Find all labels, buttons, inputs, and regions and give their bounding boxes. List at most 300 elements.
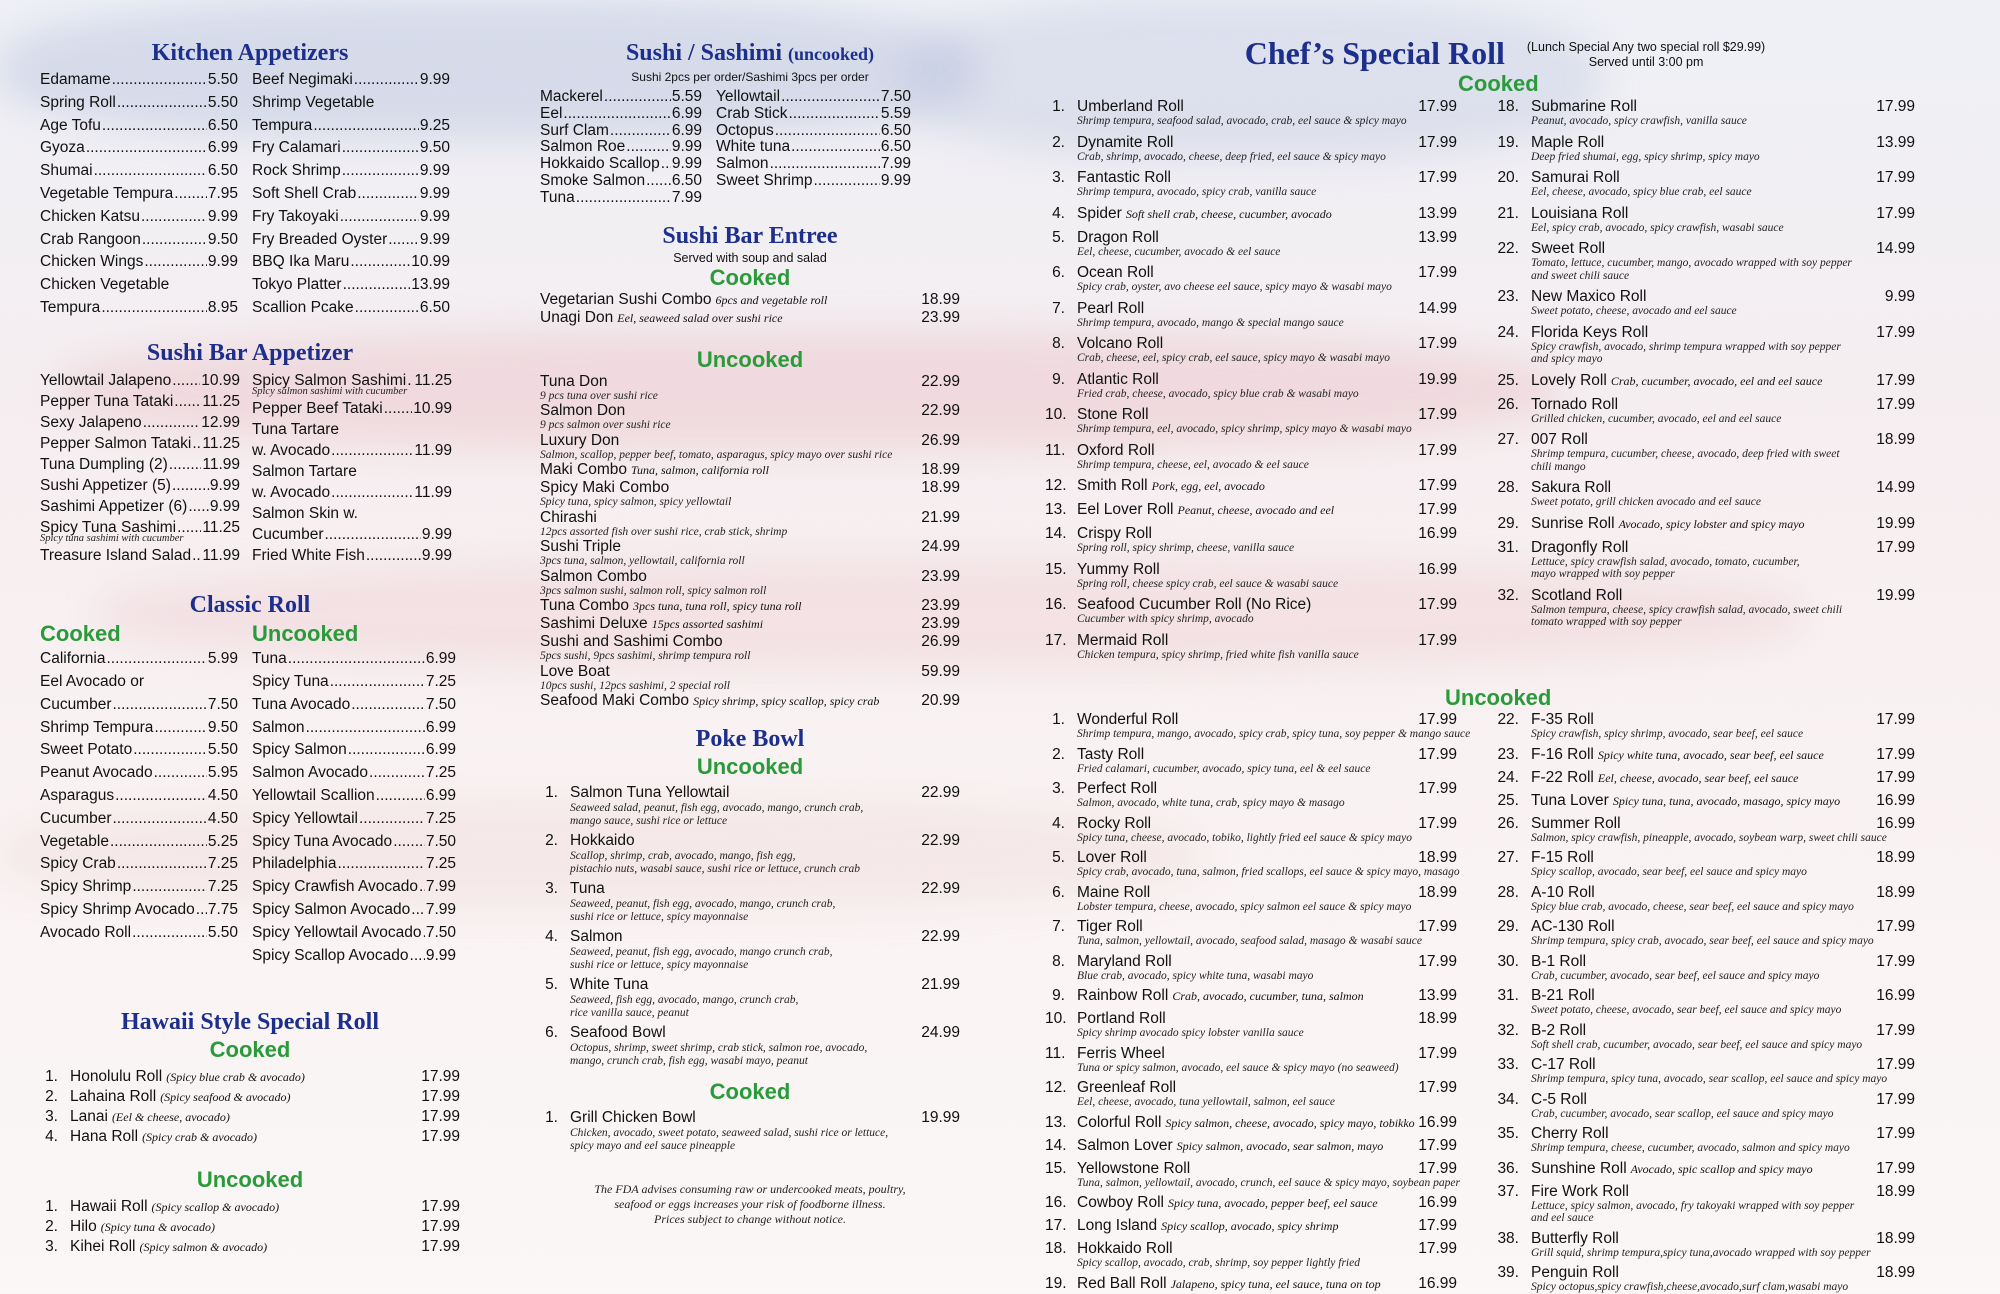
- item-line: [1045, 1079, 1457, 1096]
- menu-item: [1045, 1275, 1457, 1293]
- dot-leader: [791, 139, 880, 156]
- dot-leader: [407, 370, 413, 391]
- dot-leader: [106, 648, 206, 671]
- item-description: sushi rice or lettuce, spicy mayonnaise: [570, 958, 749, 971]
- item-name: Tasty Roll: [1077, 745, 1145, 763]
- item-description: Spicy blue crab, avocado, cheese, sear beef, eel sauce and spicy mayo: [1531, 900, 1854, 913]
- item-name: Sashimi Deluxe: [540, 615, 648, 633]
- item-price: 17.99: [421, 1218, 460, 1236]
- menu-item: [540, 784, 960, 827]
- item-inline-description: Spicy white tuna, avocado, sear beef, eel sauce: [1597, 747, 1824, 762]
- item-description: Spicy crab, oyster, avo cheese eel sauce, spicy mayo & wasabi mayo: [1077, 281, 1392, 293]
- item-description: Shrimp tempura, avocado, spicy crab, vanilla sauce: [1077, 186, 1317, 198]
- menu-item: [252, 945, 456, 968]
- item-price: 17.99: [1876, 768, 1915, 786]
- item-number: 39.: [1497, 1264, 1519, 1281]
- item-name: Butterfly Roll: [1531, 1229, 1619, 1247]
- item-name: Yummy Roll: [1077, 560, 1160, 578]
- item-price: 5.50: [207, 741, 238, 759]
- item-name: Sushi Triple: [540, 538, 621, 556]
- dot-leader: [115, 785, 207, 808]
- menu-item: [540, 89, 702, 106]
- item-description: Chicken tempura, spicy shrimp, fried white fish vanilla sauce: [1077, 648, 1359, 661]
- item-price: 26.99: [921, 431, 960, 449]
- item-line: [1495, 953, 1915, 970]
- item-price: 17.99: [1418, 596, 1457, 613]
- dot-leader: [196, 899, 207, 922]
- item-name: Stone Roll: [1077, 406, 1149, 423]
- dot-leader: [141, 206, 207, 229]
- item-name: Tokyo Platter: [252, 276, 342, 294]
- item-price: 9.99: [425, 946, 456, 964]
- item-price: 14.99: [1876, 479, 1915, 496]
- item-name: F-16 Roll: [1531, 745, 1594, 763]
- item-line: [1045, 1010, 1457, 1027]
- item-description: Seaweed, peanut, fish egg, avocado, mango crunch crab,: [570, 946, 833, 959]
- item-price: 7.95: [207, 184, 238, 202]
- item-line: [1495, 169, 1915, 186]
- menu-item: [540, 1109, 960, 1152]
- item-number: 1.: [545, 1109, 558, 1127]
- item-price: 9.50: [207, 718, 238, 736]
- item-price: 16.99: [1876, 814, 1915, 832]
- menu-item: [40, 475, 240, 496]
- menu-item: [1495, 769, 1915, 787]
- item-name: Tuna: [252, 650, 287, 668]
- menu-item: [540, 123, 702, 140]
- item-number: 17.: [1045, 1217, 1067, 1234]
- menu-item: [1495, 1125, 1915, 1155]
- chefs-uncooked-label: Uncooked: [1445, 685, 1552, 710]
- item-number: 12.: [1045, 1079, 1067, 1096]
- item-description: Tuna or spicy salmon, avocado, eel sauce & spicy mayo (no seaweed): [1077, 1061, 1399, 1074]
- item-number: 20.: [1497, 169, 1519, 186]
- item-price: 17.99: [1418, 1079, 1457, 1096]
- menu-item: [1495, 587, 1915, 629]
- item-name: Spider: [1077, 204, 1122, 222]
- sushi-sashimi-left: [540, 89, 702, 207]
- menu-item: [1045, 1114, 1457, 1132]
- item-price: 4.50: [207, 787, 238, 805]
- item-name: New Maxico Roll: [1531, 288, 1647, 305]
- item-number: 15.: [1045, 1159, 1067, 1177]
- item-description: Tuna, salmon, yellowtail, avocado, crunch, eel sauce & spicy mayo, soybean paper: [1077, 1176, 1460, 1189]
- poke-bowl-title: Poke Bowl: [695, 726, 805, 753]
- item-name: Fire Work Roll: [1531, 1182, 1629, 1200]
- dot-leader: [331, 482, 413, 503]
- item-inline-description: Eel, cheese, avocado, sear beef, eel sauce: [1597, 770, 1799, 785]
- entree-uncooked-list: [540, 373, 960, 711]
- item-price: 7.50: [425, 695, 456, 713]
- dot-leader: [172, 370, 200, 391]
- menu-item: [40, 853, 238, 876]
- item-inline-description: Eel, seaweed salad over sushi rice: [617, 310, 783, 325]
- sushi-bar-appetizer-left: [40, 370, 240, 567]
- item-number: 11.: [1045, 1044, 1066, 1062]
- item-inline-description: (Spicy blue crab & avocado): [166, 1070, 305, 1085]
- item-inline-description: (Spicy tuna & avocado): [100, 1220, 216, 1235]
- item-line: [1495, 240, 1915, 257]
- item-number: 1.: [45, 1068, 58, 1086]
- item-price: 9.50: [419, 139, 450, 157]
- dot-leader: [101, 297, 207, 320]
- menu-item: [1045, 561, 1457, 591]
- item-price: 18.99: [1876, 883, 1915, 901]
- dot-leader: [626, 139, 671, 156]
- menu-item: [40, 545, 240, 566]
- item-number: 2.: [45, 1218, 58, 1236]
- menu-item: [40, 808, 238, 831]
- item-name: w. Avocado: [252, 484, 331, 502]
- item-price: 7.50: [425, 832, 456, 850]
- item-price: 7.75: [207, 901, 238, 919]
- menu-item: [1045, 746, 1457, 776]
- menu-item: [540, 309, 960, 327]
- item-name: F-35 Roll: [1531, 711, 1594, 728]
- item-description: Tuna, salmon, yellowtail, avocado, seafood salad, masago & wasabi sauce: [1077, 935, 1422, 947]
- dot-leader: [351, 694, 425, 717]
- item-line: [540, 479, 960, 496]
- item-line: [1495, 1230, 1915, 1247]
- dot-leader: [646, 173, 671, 190]
- item-number: 6.: [1052, 883, 1065, 901]
- dot-leader: [192, 545, 201, 566]
- item-description: Crab, cucumber, avocado, sear scallop, eel sauce and spicy mayo: [1531, 1107, 1834, 1120]
- item-number: 3.: [1052, 169, 1065, 186]
- item-price: 17.99: [1418, 1159, 1457, 1177]
- item-number: 28.: [1497, 479, 1519, 496]
- item-number: 2.: [45, 1088, 58, 1106]
- item-line: [1495, 587, 1915, 604]
- item-line: [1045, 746, 1457, 763]
- menu-item: [252, 419, 452, 440]
- dot-leader: [154, 717, 206, 740]
- item-price: 17.99: [1876, 745, 1915, 763]
- item-price: 22.99: [921, 880, 960, 898]
- lunch-special-line2: Served until 3:00 pm: [1588, 55, 1704, 69]
- item-line: [1495, 396, 1915, 413]
- menu-item: [1045, 501, 1457, 519]
- menu-item: [1495, 169, 1915, 199]
- item-inline-description: Soft shell crab, cheese, cucumber, avocado: [1125, 206, 1332, 221]
- menu-item: [540, 479, 960, 509]
- item-inline-description: (Spicy salmon & avocado): [139, 1240, 268, 1255]
- menu-item: [40, 92, 238, 115]
- menu-item: [252, 274, 450, 297]
- item-line: [1495, 205, 1915, 222]
- item-description: Spicy tuna sashimi with cucumber: [40, 532, 184, 544]
- dot-leader: [610, 123, 671, 140]
- item-description: Shrimp tempura, cheese, eel, avocado & eel sauce: [1077, 458, 1309, 471]
- item-number: 35.: [1497, 1125, 1519, 1142]
- item-name: Salmon Avocado: [252, 764, 369, 782]
- item-price: 6.50: [880, 138, 911, 156]
- menu-item: [40, 229, 238, 252]
- menu-item: [40, 694, 238, 717]
- item-number: 10.: [1045, 406, 1067, 423]
- menu-item: [40, 1197, 460, 1217]
- item-name: Lanai: [70, 1108, 108, 1126]
- item-name: Gyoza: [40, 139, 85, 157]
- menu-item: [40, 1067, 460, 1087]
- sushi-sashimi-subtitle: Sushi 2pcs per order/Sashimi 3pcs per order: [631, 70, 869, 84]
- item-description: Spicy scallop, avocado, crab, shrimp, soy pepper lightly fried: [1077, 1257, 1360, 1269]
- item-name: Cucumber: [40, 695, 112, 713]
- item-line: [40, 1107, 460, 1127]
- item-line: [1495, 134, 1915, 151]
- item-price: 7.25: [425, 673, 456, 691]
- item-name: Yellowtail Scallion: [252, 787, 375, 805]
- item-number: 1.: [545, 784, 558, 802]
- notice-line: seafood or eggs increases your risk of foodborne illness.: [614, 1197, 886, 1212]
- item-name: Cucumber: [40, 809, 112, 827]
- item-line: [540, 432, 960, 449]
- item-price: 17.99: [1418, 264, 1457, 281]
- item-price: 9.99: [207, 207, 238, 225]
- item-price: 17.99: [1418, 631, 1457, 649]
- item-number: 6.: [1052, 264, 1065, 281]
- item-price: 7.99: [425, 878, 456, 896]
- item-line: [1045, 501, 1457, 519]
- menu-item: [716, 89, 911, 106]
- item-description: Seaweed, fish egg, avocado, mango, crunch crab,: [570, 994, 799, 1007]
- item-name: Sweet Roll: [1531, 240, 1606, 257]
- item-name: Shrimp Tempura: [40, 718, 154, 736]
- menu-item: [40, 717, 238, 740]
- item-description: Spicy crawfish, avocado, shrimp tempura wrapped with soy pepper: [1531, 340, 1841, 353]
- item-line: [1045, 849, 1457, 866]
- item-number: 18.: [1045, 1240, 1067, 1257]
- item-name: Smoke Salmon: [540, 171, 646, 189]
- item-price: 23.99: [921, 615, 960, 633]
- item-line: [1045, 953, 1457, 970]
- item-price: 17.99: [1418, 814, 1457, 832]
- item-name: Scotland Roll: [1531, 586, 1623, 604]
- item-price: 11.25: [414, 371, 452, 389]
- item-price: 23.99: [921, 308, 960, 326]
- menu-item: [1495, 918, 1915, 948]
- dot-leader: [172, 475, 209, 496]
- item-description: Seaweed salad, peanut, fish egg, avocado, mango, crunch crab,: [570, 802, 864, 815]
- menu-item: [40, 433, 240, 454]
- item-number: 22.: [1497, 711, 1519, 728]
- menu-item: [40, 274, 238, 297]
- item-inline-description: Avocado, spic scallop and spicy mayo: [1630, 1161, 1813, 1176]
- item-price: 17.99: [1876, 952, 1915, 970]
- item-price: 17.99: [421, 1068, 460, 1086]
- menu-item: [40, 1237, 460, 1257]
- column-left: [40, 38, 460, 1257]
- menu-item: [540, 156, 702, 173]
- item-price: 17.99: [1876, 1056, 1915, 1073]
- item-description: mayo wrapped with soy pepper: [1531, 568, 1675, 580]
- item-price: 17.99: [1876, 918, 1915, 935]
- item-description: rice vanilla sauce, peanut: [570, 1006, 689, 1019]
- item-price: 11.99: [202, 547, 240, 565]
- item-line: [540, 402, 960, 419]
- item-line: [540, 291, 960, 309]
- item-number: 1.: [1052, 711, 1065, 728]
- item-name: Chicken Vegetable: [40, 276, 170, 294]
- item-price: 11.25: [202, 518, 240, 536]
- menu-item: [1045, 780, 1457, 810]
- item-description: Scallop, shrimp, crab, avocado, mango, fish egg,: [570, 850, 796, 863]
- menu-item: [1045, 1194, 1457, 1212]
- menu-item: [40, 1217, 460, 1237]
- item-name: Rainbow Roll: [1077, 987, 1169, 1004]
- poke-cooked-list: [540, 1109, 960, 1152]
- item-name: Oxford Roll: [1077, 441, 1155, 459]
- item-price: 14.99: [1876, 240, 1915, 257]
- menu-item: [1495, 324, 1915, 366]
- item-description: Sweet potato, grill chicken avocado and eel sauce: [1531, 496, 1761, 508]
- item-line: [1045, 1275, 1457, 1293]
- item-number: 7.: [1052, 918, 1065, 935]
- item-name: Hokkaido: [570, 832, 635, 850]
- item-number: 29.: [1497, 514, 1519, 532]
- item-description: Spicy octopus,spicy crawfish,cheese,avocado,surf clam,wasabi mayo: [1531, 1281, 1849, 1293]
- item-number: 9.: [1052, 987, 1065, 1004]
- item-name: Yellowtail: [716, 88, 781, 105]
- item-name: Sakura Roll: [1531, 479, 1612, 496]
- item-description: Lobster tempura, cheese, avocado, spicy salmon eel sauce & spicy mayo: [1077, 900, 1412, 913]
- menu-item: [1495, 746, 1915, 764]
- item-line: [540, 597, 960, 615]
- dot-leader: [576, 190, 671, 207]
- menu-item: [1045, 815, 1457, 845]
- item-inline-description: Crab, cucumber, avocado, eel and eel sauce: [1610, 373, 1823, 388]
- item-number: 8.: [1052, 952, 1065, 970]
- dot-leader: [366, 545, 421, 566]
- item-description: Shrimp tempura, cheese, cucumber, avocado, salmon and spicy mayo: [1531, 1142, 1850, 1154]
- item-line: [1495, 431, 1915, 448]
- item-number: 5.: [1052, 849, 1065, 866]
- item-inline-description: Jalapeno, spicy tuna, eel sauce, tuna on top: [1170, 1276, 1381, 1291]
- menu-item: [252, 251, 450, 274]
- item-name: Spicy Salmon Sashimi: [252, 371, 407, 389]
- item-line: [40, 1217, 460, 1237]
- item-line: [540, 509, 960, 526]
- item-name: Salmon Skin w.: [252, 505, 358, 523]
- dot-leader: [188, 496, 209, 517]
- item-name: Fry Takoyaki: [252, 207, 339, 225]
- item-line: [540, 784, 960, 802]
- notice-line: The FDA advises consuming raw or undercooked meats, poultry,: [594, 1182, 906, 1197]
- item-line: [1495, 1056, 1915, 1073]
- item-line: [540, 663, 960, 680]
- item-description: Spicy tuna, spicy salmon, spicy yellowtail: [540, 496, 732, 509]
- item-description: 3pcs tuna, salmon, yellowtail, california roll: [540, 555, 745, 568]
- sushi-bar-appetizer-section: [40, 370, 460, 567]
- item-name: Salmon: [716, 155, 769, 173]
- menu-item: [252, 137, 450, 160]
- item-description: Spicy scallop, avocado, sear beef, eel sauce and spicy mayo: [1531, 866, 1807, 878]
- dot-leader: [86, 137, 207, 160]
- item-name: Tuna: [540, 188, 575, 206]
- item-line: [540, 880, 960, 898]
- menu-item: [252, 524, 452, 545]
- menu-item: [540, 568, 960, 598]
- item-price: 18.99: [1876, 1182, 1915, 1200]
- column-middle: [540, 38, 960, 1227]
- item-line: [540, 1109, 960, 1127]
- item-price: 22.99: [921, 928, 960, 946]
- item-description: 9 pcs salmon over sushi rice: [540, 419, 671, 432]
- item-price: 16.99: [1876, 987, 1915, 1004]
- hawaii-uncooked-list: [40, 1197, 460, 1257]
- item-price: 9.99: [671, 155, 702, 173]
- item-price: 23.99: [921, 567, 960, 585]
- item-line: [540, 1024, 960, 1042]
- item-number: 25.: [1497, 791, 1519, 809]
- menu-item: [540, 976, 960, 1019]
- item-name: Spicy Maki Combo: [540, 479, 670, 497]
- dot-leader: [789, 106, 880, 123]
- menu-item: [252, 229, 450, 252]
- item-price: 6.99: [425, 718, 456, 736]
- item-line: [1045, 884, 1457, 901]
- item-name: Mackerel: [540, 88, 603, 105]
- item-line: [40, 1127, 460, 1147]
- menu-item: [540, 615, 960, 633]
- menu-item: [1495, 1230, 1915, 1260]
- menu-item: [252, 482, 452, 503]
- menu-item: [40, 831, 238, 854]
- item-name: Seafood Maki Combo: [540, 692, 690, 710]
- sushi-bar-appetizer-title: Sushi Bar Appetizer: [146, 339, 354, 366]
- item-price: 16.99: [1418, 1194, 1457, 1211]
- item-name: Lovely Roll: [1531, 371, 1607, 389]
- menu-item: [1495, 431, 1915, 473]
- item-price: 11.25: [202, 434, 240, 452]
- item-line: [1495, 324, 1915, 341]
- menu-item: [252, 297, 450, 320]
- dot-leader: [330, 671, 425, 694]
- item-name: Hokkaido Scallop: [540, 155, 660, 173]
- item-price: 17.99: [1418, 406, 1457, 423]
- item-name: Tuna Avocado: [252, 695, 351, 713]
- item-name: Cherry Roll: [1531, 1125, 1609, 1142]
- item-number: 6.: [545, 1024, 558, 1042]
- item-line: [1045, 1137, 1457, 1155]
- item-line: [1045, 1160, 1457, 1177]
- item-number: 11.: [1045, 441, 1066, 459]
- hawaii-title: Hawaii Style Special Roll: [121, 1009, 379, 1036]
- item-name: Sushi Appetizer (5): [40, 476, 171, 494]
- item-name: Penguin Roll: [1531, 1264, 1619, 1281]
- dot-leader: [169, 454, 202, 475]
- item-line: [1045, 987, 1457, 1005]
- item-line: [1045, 632, 1457, 649]
- item-description: Crab, shrimp, avocado, cheese, deep fried, eel sauce & spicy mayo: [1077, 150, 1386, 163]
- item-number: 3.: [1052, 780, 1065, 797]
- item-inline-description: Tuna, salmon, california roll: [631, 463, 769, 478]
- item-name: Beef Negimaki: [252, 71, 353, 88]
- menu-item: [540, 373, 960, 403]
- item-name: Spicy Crab: [40, 855, 116, 873]
- item-name: Tuna: [570, 880, 605, 898]
- classic-uncooked-list: [252, 648, 456, 967]
- item-price: 17.99: [1418, 169, 1457, 186]
- menu-item: [1045, 169, 1457, 199]
- classic-cooked-list: [40, 648, 238, 944]
- item-line: [40, 1067, 460, 1087]
- item-name: Cucumber: [252, 526, 324, 544]
- menu-item: [1045, 229, 1457, 259]
- item-price: 19.99: [1876, 586, 1915, 604]
- item-number: 31.: [1497, 987, 1519, 1004]
- sushi-sashimi-section: [540, 89, 960, 207]
